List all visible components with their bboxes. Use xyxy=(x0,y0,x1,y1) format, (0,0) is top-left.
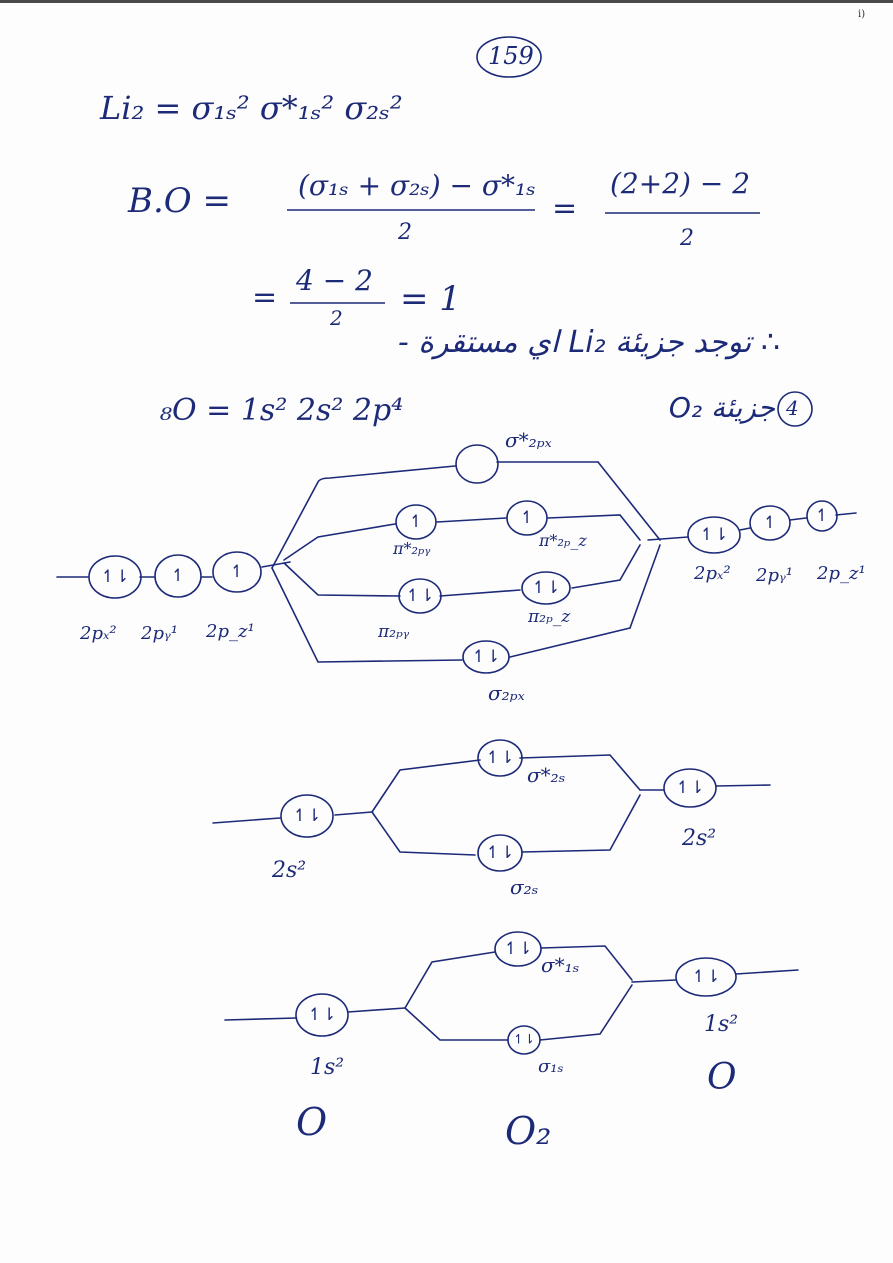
line xyxy=(348,1008,405,1012)
line xyxy=(335,812,372,815)
page-number: 159 xyxy=(488,42,534,70)
orbital-electrons: ↿ xyxy=(519,508,535,528)
atom-left-label: O xyxy=(296,1100,328,1144)
line xyxy=(437,518,506,522)
line xyxy=(736,970,798,974)
branch-sigma-2s xyxy=(372,812,475,855)
orbital-electrons: ↿ xyxy=(408,512,424,532)
branch-pi-star xyxy=(284,524,395,560)
oxygen-configuration: ₈O = 1s² 2s² 2p⁴ xyxy=(160,393,404,428)
label-2s-left: 2s² xyxy=(272,858,307,883)
molecule-label: O₂ xyxy=(505,1109,552,1153)
orbital-electrons: ↿ xyxy=(229,562,245,582)
label-2pz-left: 2p_z¹ xyxy=(206,621,255,642)
branch-sigma-star-1s xyxy=(405,952,495,1008)
label-pi-2pz: π₂ₚ_z xyxy=(528,607,571,627)
line xyxy=(440,590,520,596)
bond-order-numerator-2: (2+2) − 2 xyxy=(610,167,751,200)
branch-sigma-1s xyxy=(405,1008,508,1040)
line xyxy=(648,537,688,540)
line xyxy=(790,518,806,520)
orbital-electrons: ↿ xyxy=(814,506,830,526)
branch-pi-right xyxy=(572,545,640,588)
orbital-electrons: ↿⇂ xyxy=(675,778,705,798)
branch-sigma-star-right xyxy=(598,462,660,540)
orbital-sigma-star-2px xyxy=(456,445,498,483)
bond-order-numerator: (σ₁ₛ + σ₂ₛ) − σ*₁ₛ xyxy=(298,169,536,202)
bond-order-result: = 1 xyxy=(400,279,461,319)
line xyxy=(740,528,750,530)
line xyxy=(510,628,630,657)
label-2py-left: 2pᵧ¹ xyxy=(141,623,178,644)
orbital-electrons: ↿⇂ xyxy=(471,647,501,667)
orbital-electrons: ↿⇂ xyxy=(513,1032,535,1048)
line xyxy=(632,980,676,982)
li2-stability-note: ∴ توجد جزيئة Li₂ اي مستقرة - xyxy=(397,325,780,360)
orbital-electrons: ↿⇂ xyxy=(292,806,322,826)
label-sigma-2s: σ₂ₛ xyxy=(510,875,539,899)
label-2px-right: 2pₓ² xyxy=(694,563,731,584)
label-sigma-star-1s: σ*₁ₛ xyxy=(541,953,580,977)
label-sigma-star-2s: σ*₂ₛ xyxy=(527,763,566,787)
orbital-electrons: ↿⇂ xyxy=(405,586,435,606)
orbital-electrons: ↿ xyxy=(762,513,778,533)
label-pi-2py: π₂ₚᵧ xyxy=(378,622,410,642)
orbital-electrons: ↿⇂ xyxy=(503,939,533,959)
label-2px-left: 2pₓ² xyxy=(80,623,117,644)
orbital-electrons: ↿ xyxy=(170,566,186,586)
orbital-electrons: ↿⇂ xyxy=(100,567,130,587)
bond-order-equals: = xyxy=(552,191,578,226)
line xyxy=(836,513,856,515)
orbital-electrons: ↿⇂ xyxy=(485,748,515,768)
orbital-electrons: ↿⇂ xyxy=(485,843,515,863)
label-2s-right: 2s² xyxy=(682,826,717,851)
label-sigma-1s: σ₁ₛ xyxy=(538,1056,564,1077)
atom-right-label: O xyxy=(707,1057,737,1098)
step2-denominator: 2 xyxy=(330,306,343,330)
orbital-electrons: ↿⇂ xyxy=(691,967,721,987)
branch-sigma-star-2s xyxy=(372,760,480,812)
line xyxy=(213,818,280,823)
orbital-electrons: ↿⇂ xyxy=(699,525,729,545)
label-1s-right: 1s² xyxy=(704,1012,739,1037)
label-1s-left: 1s² xyxy=(310,1055,345,1080)
orbital-electrons: ↿⇂ xyxy=(307,1005,337,1025)
li2-configuration: Li₂ = σ₁ₛ² σ*₁ₛ² σ₂ₛ² xyxy=(100,89,403,127)
line xyxy=(716,785,770,786)
branch-pi xyxy=(284,563,400,596)
label-sigma-star-2px: σ*₂ₚₓ xyxy=(505,428,552,452)
branch-sigma-1s-right xyxy=(540,985,632,1040)
label-sigma-2px: σ₂ₚₓ xyxy=(488,681,525,705)
branch-sigma-right xyxy=(630,545,660,628)
line xyxy=(225,1018,296,1020)
question-label: جزيئة O₂ xyxy=(668,391,775,424)
label-pi-star-2pz: π*₂ₚ_z xyxy=(539,531,587,550)
label-pi-star-2py: π*₂ₚᵧ xyxy=(393,539,431,558)
question-number: 4 xyxy=(786,396,799,420)
label-2py-right: 2pᵧ¹ xyxy=(756,565,793,586)
bond-order-denominator-2: 2 xyxy=(680,226,694,251)
bond-order-denominator: 2 xyxy=(398,220,412,245)
orbital-electrons: ↿⇂ xyxy=(531,578,561,598)
bond-order-lhs: B.O = xyxy=(128,181,231,221)
branch-sigma-2s-right xyxy=(522,795,640,852)
label-2pz-right: 2p_z¹ xyxy=(817,563,866,584)
corner-mark: i) xyxy=(858,9,866,20)
step2-equals: = xyxy=(252,280,278,315)
step2-numerator: 4 − 2 xyxy=(296,264,373,297)
